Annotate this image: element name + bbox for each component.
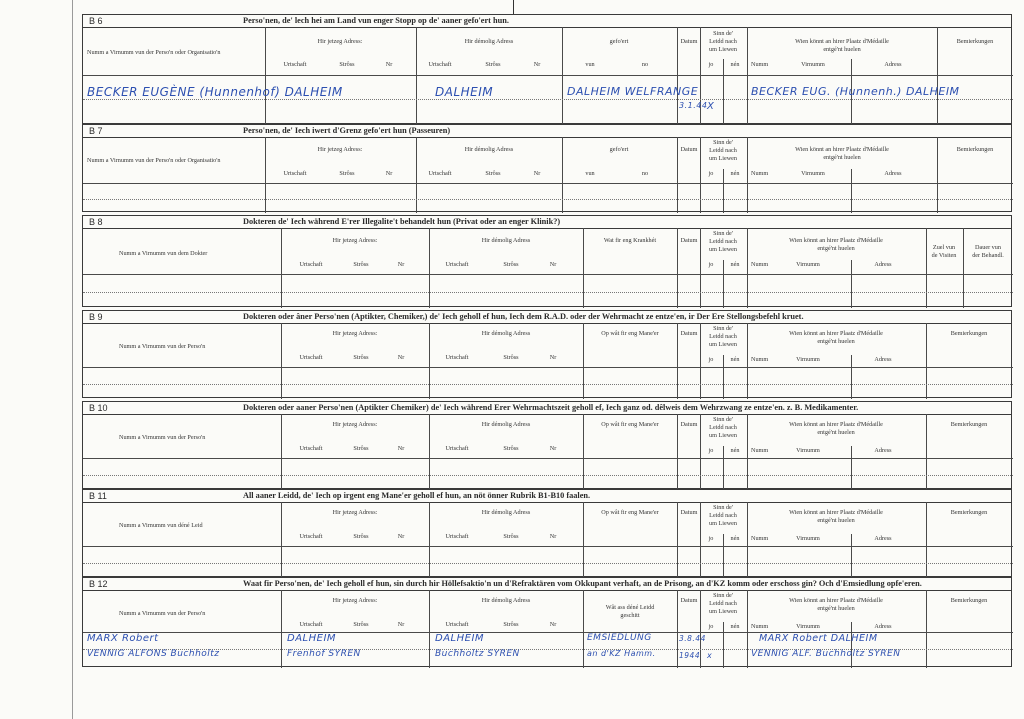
- page-edge-line: [72, 0, 73, 719]
- current-address-label: Hir jetzeg Adress:: [317, 38, 363, 45]
- handwritten-what-2: an d'KZ Hamm.: [587, 649, 656, 658]
- visits-label: Zuel vun: [932, 244, 956, 251]
- section-title: Perso'nen, de' lech hei am Land vun enger Stopp op de' aaner gefo'ert hun.: [243, 16, 509, 25]
- handwritten-current-2: Frenhof SYREN: [287, 649, 361, 659]
- grid-rule: [747, 502, 748, 578]
- section-title: All aaner Leidd, de' Iech op irgent eng Mane'er geholl ef hun, an nöt önner Rubrik B1-B10 faalen.: [243, 491, 591, 500]
- grid-rule: [83, 384, 1013, 385]
- grid-rule: [583, 414, 584, 490]
- remarks-label: Bemierkungen: [956, 38, 994, 45]
- section-code: B 12: [89, 579, 108, 589]
- handwritten-former-2: Buchholtz SYREN: [435, 649, 520, 659]
- grid-rule: [937, 137, 938, 213]
- grid-rule: [747, 414, 748, 490]
- manner-label: Op wât fir eng Mane'er: [601, 509, 659, 516]
- handwritten-former-1: DALHEIM: [435, 633, 485, 644]
- handwritten-name-1: MARX Robert: [87, 633, 159, 644]
- grid-rule: [700, 502, 701, 578]
- grid-rule: [700, 414, 701, 490]
- section-b6: B 6 Perso'nen, de' lech hei am Land vun enger Stopp op de' aaner gefo'ert hun. Numm a Virnumm vun der Perso'n oder Organisatio'n Hir jetzeg Adress: Hir démolig Adress gefo'ert Datum Sinn de' Leidd nach um Liewen jo nén Wien könnt an hirer Plaatz d'Médaille entgé'nt huelen Numm Virnumm Adress Bemierkungen Urtschaft Strôss Nr Urtschaft Strôss Nr vun no BECKER EUGÈNE (Hunnenhof) DALHEIM DALHEIM DALHEIM WELFRANGE 3.1.44 X BECKER EUG. (Hunnenh.) DALHEIM: [82, 14, 1012, 124]
- handwritten-x: X: [707, 101, 715, 112]
- grid-rule: [562, 27, 563, 125]
- what-happened-label: Wât ass déné Leidd: [605, 604, 655, 611]
- grid-rule: [83, 274, 1013, 275]
- transported-label: gefo'ert: [609, 38, 629, 45]
- grid-rule: [723, 534, 724, 578]
- section-b12: B 12 Waat fir Perso'nen, de' Iech geholl ef hun, sin durch hir Höllefsaktio'n un d'Refraktären vom Okkupant verhaft, an de Prisong, an d'KZ komm oder erschoss gin? Och d'Emsiedlung opfe'eren. Numm a Virnumm vun der Perso'n Hir jetzeg Adress: Hir démolig Adress Wât ass déné Leidd geschitt Datum Sinn de' Leidd nach um Liewen jo nén Wien könnt an hirer Plaatz d'Médaille entgé'nt huelen Numm Virnumm Adress Bemierkungen Urtschaft Strôss Nr Urtschaft Strôss Nr MARX Robert VENNIG ALFONS Buchholtz DALHEIM Frenhof SYREN DALHEIM Buchholtz SYREN EMSIEDLUNG an d'KZ Hamm. 3.8.44 1944 x MARX Robert DALHEIM VENNIG ALF. Buchholtz SYREN: [82, 577, 1012, 667]
- name-column-label: Numm a Virnumm vun déné Leid: [119, 522, 203, 529]
- grid-rule: [937, 27, 938, 125]
- section-header: [83, 402, 1011, 415]
- name-column-label: Numm a Virnumm vun der Perso'n oder Organisatio'n: [87, 49, 221, 56]
- grid-rule: [83, 475, 1013, 476]
- duration-label: Dauer vun: [975, 244, 1001, 251]
- section-code: B 8: [89, 217, 103, 227]
- grid-rule: [747, 228, 748, 308]
- grid-rule: [677, 137, 678, 213]
- handwritten-current-1: DALHEIM: [287, 633, 337, 644]
- section-code: B 7: [89, 126, 103, 136]
- section-code: B 9: [89, 312, 103, 322]
- grid-rule: [583, 502, 584, 578]
- grid-rule: [700, 228, 701, 308]
- grid-rule: [677, 414, 678, 490]
- grid-rule: [83, 367, 1013, 368]
- handwritten-date: 3.1.44: [679, 101, 708, 110]
- name-column-label: Numm a Virnumm vun der Perso'n: [119, 434, 206, 441]
- grid-rule: [963, 228, 964, 308]
- section-title: Perso'nen, de' Iech iwert d'Grenz gefo'ert hun (Passeuren): [243, 126, 451, 135]
- grid-rule: [416, 137, 417, 213]
- name-column-label: Numm a Virnumm vun der Perso'n: [119, 610, 206, 617]
- section-header: [83, 15, 1011, 28]
- grid-rule: [83, 199, 1013, 200]
- grid-rule: [265, 27, 266, 125]
- grid-rule: [723, 169, 724, 213]
- section-header: [83, 311, 1011, 324]
- handwritten-name-2: VENNIG ALFONS Buchholtz: [87, 649, 220, 659]
- grid-rule: [583, 590, 584, 668]
- grid-rule: [677, 590, 678, 668]
- grid-rule: [677, 228, 678, 308]
- grid-rule: [83, 458, 1013, 459]
- grid-rule: [281, 414, 282, 490]
- section-header: [83, 578, 1011, 591]
- section-title: Dokteren de' Iech während E'rer Illegalite't behandelt hun (Privat oder an enger Klinik?): [243, 217, 561, 226]
- grid-rule: [677, 27, 678, 125]
- grid-rule: [83, 563, 1013, 564]
- section-title: Dokteren oder âner Perso'nen (Aptikter, Chemiker,) de' Iech geholl ef hun, Iech dem R.A.D. oder der Wehrmacht ze entze'en, ir Der Ere Stellongsbefehl kruet.: [243, 312, 804, 321]
- grid-rule: [851, 534, 852, 578]
- section-b10: B 10 Dokteren oder aaner Perso'nen (Aptikter Chemiker) de' Iech während Erer Wehrmachtszeit geholl ef, Iech ganz od. dêlweis dem Wehrzwang ze entze'en. z. B. Medikamenter. Numm a Virnumm vun der Perso'n Hir jetzeg Adress: Hir démolig Adress Op wât fir eng Mane'er Datum Sinn de' Leidd nach um Liewen jo nén Wien könnt an hirer Plaatz d'Médaille entgé'nt huelen Numm Virnumm Adress Bemierkungen Urtschaft Strôss Nr Urtschaft Strôss Nr: [82, 401, 1012, 489]
- handwritten-date-2: 1944: [679, 651, 701, 660]
- section-code: B 10: [89, 403, 108, 413]
- manner-label: Op wât fir eng Mane'er: [601, 330, 659, 337]
- grid-rule: [281, 502, 282, 578]
- handwritten-medal: BECKER EUG. (Hunnenh.) DALHEIM: [751, 85, 960, 98]
- section-header: [83, 490, 1011, 503]
- grid-rule: [429, 414, 430, 490]
- fold-mark: [513, 0, 514, 14]
- grid-rule: [281, 323, 282, 399]
- illness-label: Wat fir eng Krankhét: [603, 237, 657, 244]
- grid-rule: [562, 137, 563, 213]
- medal-label: Wien könnt an hirer Plaatz d'Médaille: [795, 38, 889, 45]
- grid-rule: [851, 622, 852, 668]
- grid-rule: [747, 323, 748, 399]
- date-label: Datum: [680, 38, 698, 45]
- grid-rule: [723, 260, 724, 308]
- handwritten-former-address: DALHEIM: [435, 85, 494, 99]
- section-b7: B 7 Perso'nen, de' Iech iwert d'Grenz gefo'ert hun (Passeuren) Numm a Virnumm vun der Perso'n oder Organisatio'n Hir jetzeg Adress: Hir démolig Adress gefo'ert Datum Sinn de' Leidd nach um Liewen jo nén Wien könnt an hirer Plaatz d'Médaille entgé'nt huelen Numm Virnumm Adress Bemierkungen Urtschaft Strôss Nr Urtschaft Strôss Nr vun no: [82, 124, 1012, 212]
- grid-rule: [926, 414, 927, 490]
- grid-rule: [83, 183, 1013, 184]
- grid-rule: [429, 502, 430, 578]
- grid-rule: [851, 260, 852, 308]
- grid-rule: [700, 323, 701, 399]
- grid-rule: [83, 292, 1013, 293]
- grid-rule: [926, 590, 927, 668]
- grid-rule: [281, 228, 282, 308]
- former-address-label: Hir démolig Adress: [464, 38, 514, 45]
- grid-rule: [83, 99, 1013, 100]
- grid-rule: [700, 137, 701, 213]
- grid-rule: [429, 590, 430, 668]
- section-b8: B 8 Dokteren de' Iech während E'rer Illegalite't behandelt hun (Privat oder an enger Klinik?) Numm a Virnumm vun dem Dokter Hir jetzeg Adress: Hir démolig Adress Wat fir eng Krankhét Datum Sinn de' Leidd nach um Liewen jo nén Wien könnt an hirer Plaatz d'Médaille entgé'nt huelen Numm Virnumm Adress Zuel vun de Visiten Dauer vun der Behandl. Urtschaft Strôss Nr Urtschaft Strôss Nr: [82, 215, 1012, 307]
- grid-rule: [429, 323, 430, 399]
- section-header: [83, 216, 1011, 229]
- handwritten-medal-1: MARX Robert DALHEIM: [759, 633, 878, 644]
- grid-rule: [583, 228, 584, 308]
- name-column-label: Numm a Virnumm vun dem Dokter: [119, 250, 208, 257]
- grid-rule: [723, 622, 724, 668]
- grid-rule: [83, 546, 1013, 547]
- handwritten-what-1: EMSIEDLUNG: [587, 633, 652, 643]
- handwritten-name: BECKER EUGÈNE (Hunnenhof) DALHEIM: [87, 85, 343, 99]
- grid-rule: [747, 590, 748, 668]
- grid-rule: [416, 27, 417, 125]
- grid-rule: [851, 169, 852, 213]
- handwritten-medal-2: VENNIG ALF. Buchholtz SYREN: [751, 649, 901, 659]
- handwritten-x: x: [707, 651, 713, 660]
- grid-rule: [723, 355, 724, 399]
- section-title: Waat fir Perso'nen, de' Iech geholl ef hun, sin durch hir Höllefsaktio'n un d'Refraktären vom Okkupant verhaft, an de Prisong, an d'KZ komm oder erschoss gin? Och d'Emsiedlung opfe'eren.: [243, 579, 922, 588]
- section-b11: B 11 All aaner Leidd, de' Iech op irgent eng Mane'er geholl ef hun, an nöt önner Rubrik B1-B10 faalen. Numm a Virnumm vun déné Leid Hir jetzeg Adress: Hir démolig Adress Op wât fir eng Mane'er Datum Sinn de' Leidd nach um Liewen jo nén Wien könnt an hirer Plaatz d'Médaille entgé'nt huelen Numm Virnumm Adress Bemierkungen Urtschaft Strôss Nr Urtschaft Strôss Nr: [82, 489, 1012, 577]
- grid-rule: [677, 323, 678, 399]
- handwritten-transport: DALHEIM WELFRANGE: [567, 85, 699, 98]
- handwritten-date-1: 3.8.44: [679, 634, 706, 643]
- section-title: Dokteren oder aaner Perso'nen (Aptikter Chemiker) de' Iech während Erer Wehrmachtszeit geholl ef, Iech ganz od. dêlweis dem Wehrzwang ze entze'en. z. B. Medikamenter.: [243, 403, 859, 412]
- grid-rule: [429, 228, 430, 308]
- section-code: B 11: [89, 491, 107, 501]
- name-column-label: Numm a Virnumm vun der Perso'n: [119, 343, 206, 350]
- grid-rule: [926, 323, 927, 399]
- grid-rule: [747, 137, 748, 213]
- section-code: B 6: [89, 16, 103, 26]
- grid-rule: [677, 502, 678, 578]
- grid-rule: [926, 502, 927, 578]
- grid-rule: [723, 59, 724, 125]
- manner-label: Op wât fir eng Mane'er: [601, 421, 659, 428]
- grid-rule: [583, 323, 584, 399]
- grid-rule: [281, 590, 282, 668]
- grid-rule: [700, 27, 701, 125]
- section-header: [83, 125, 1011, 138]
- section-b9: B 9 Dokteren oder âner Perso'nen (Aptikter, Chemiker,) de' Iech geholl ef hun, Iech dem R.A.D. oder der Wehrmacht ze entze'en, ir Der Ere Stellongsbefehl kruet. Numm a Virnumm vun der Perso'n Hir jetzeg Adress: Hir démolig Adress Op wât fir eng Mane'er Datum Sinn de' Leidd nach um Liewen jo nén Wien könnt an hirer Plaatz d'Médaille entgé'nt huelen Numm Virnumm Adress Bemierkungen Urtschaft Strôss Nr Urtschaft Strôss Nr: [82, 310, 1012, 398]
- grid-rule: [700, 590, 701, 668]
- grid-rule: [926, 228, 927, 308]
- grid-rule: [83, 75, 1013, 76]
- grid-rule: [723, 446, 724, 490]
- name-column-label: Numm a Virnumm vun der Perso'n oder Organisatio'n: [87, 157, 221, 164]
- grid-rule: [747, 27, 748, 125]
- grid-rule: [265, 137, 266, 213]
- grid-rule: [851, 446, 852, 490]
- grid-rule: [851, 355, 852, 399]
